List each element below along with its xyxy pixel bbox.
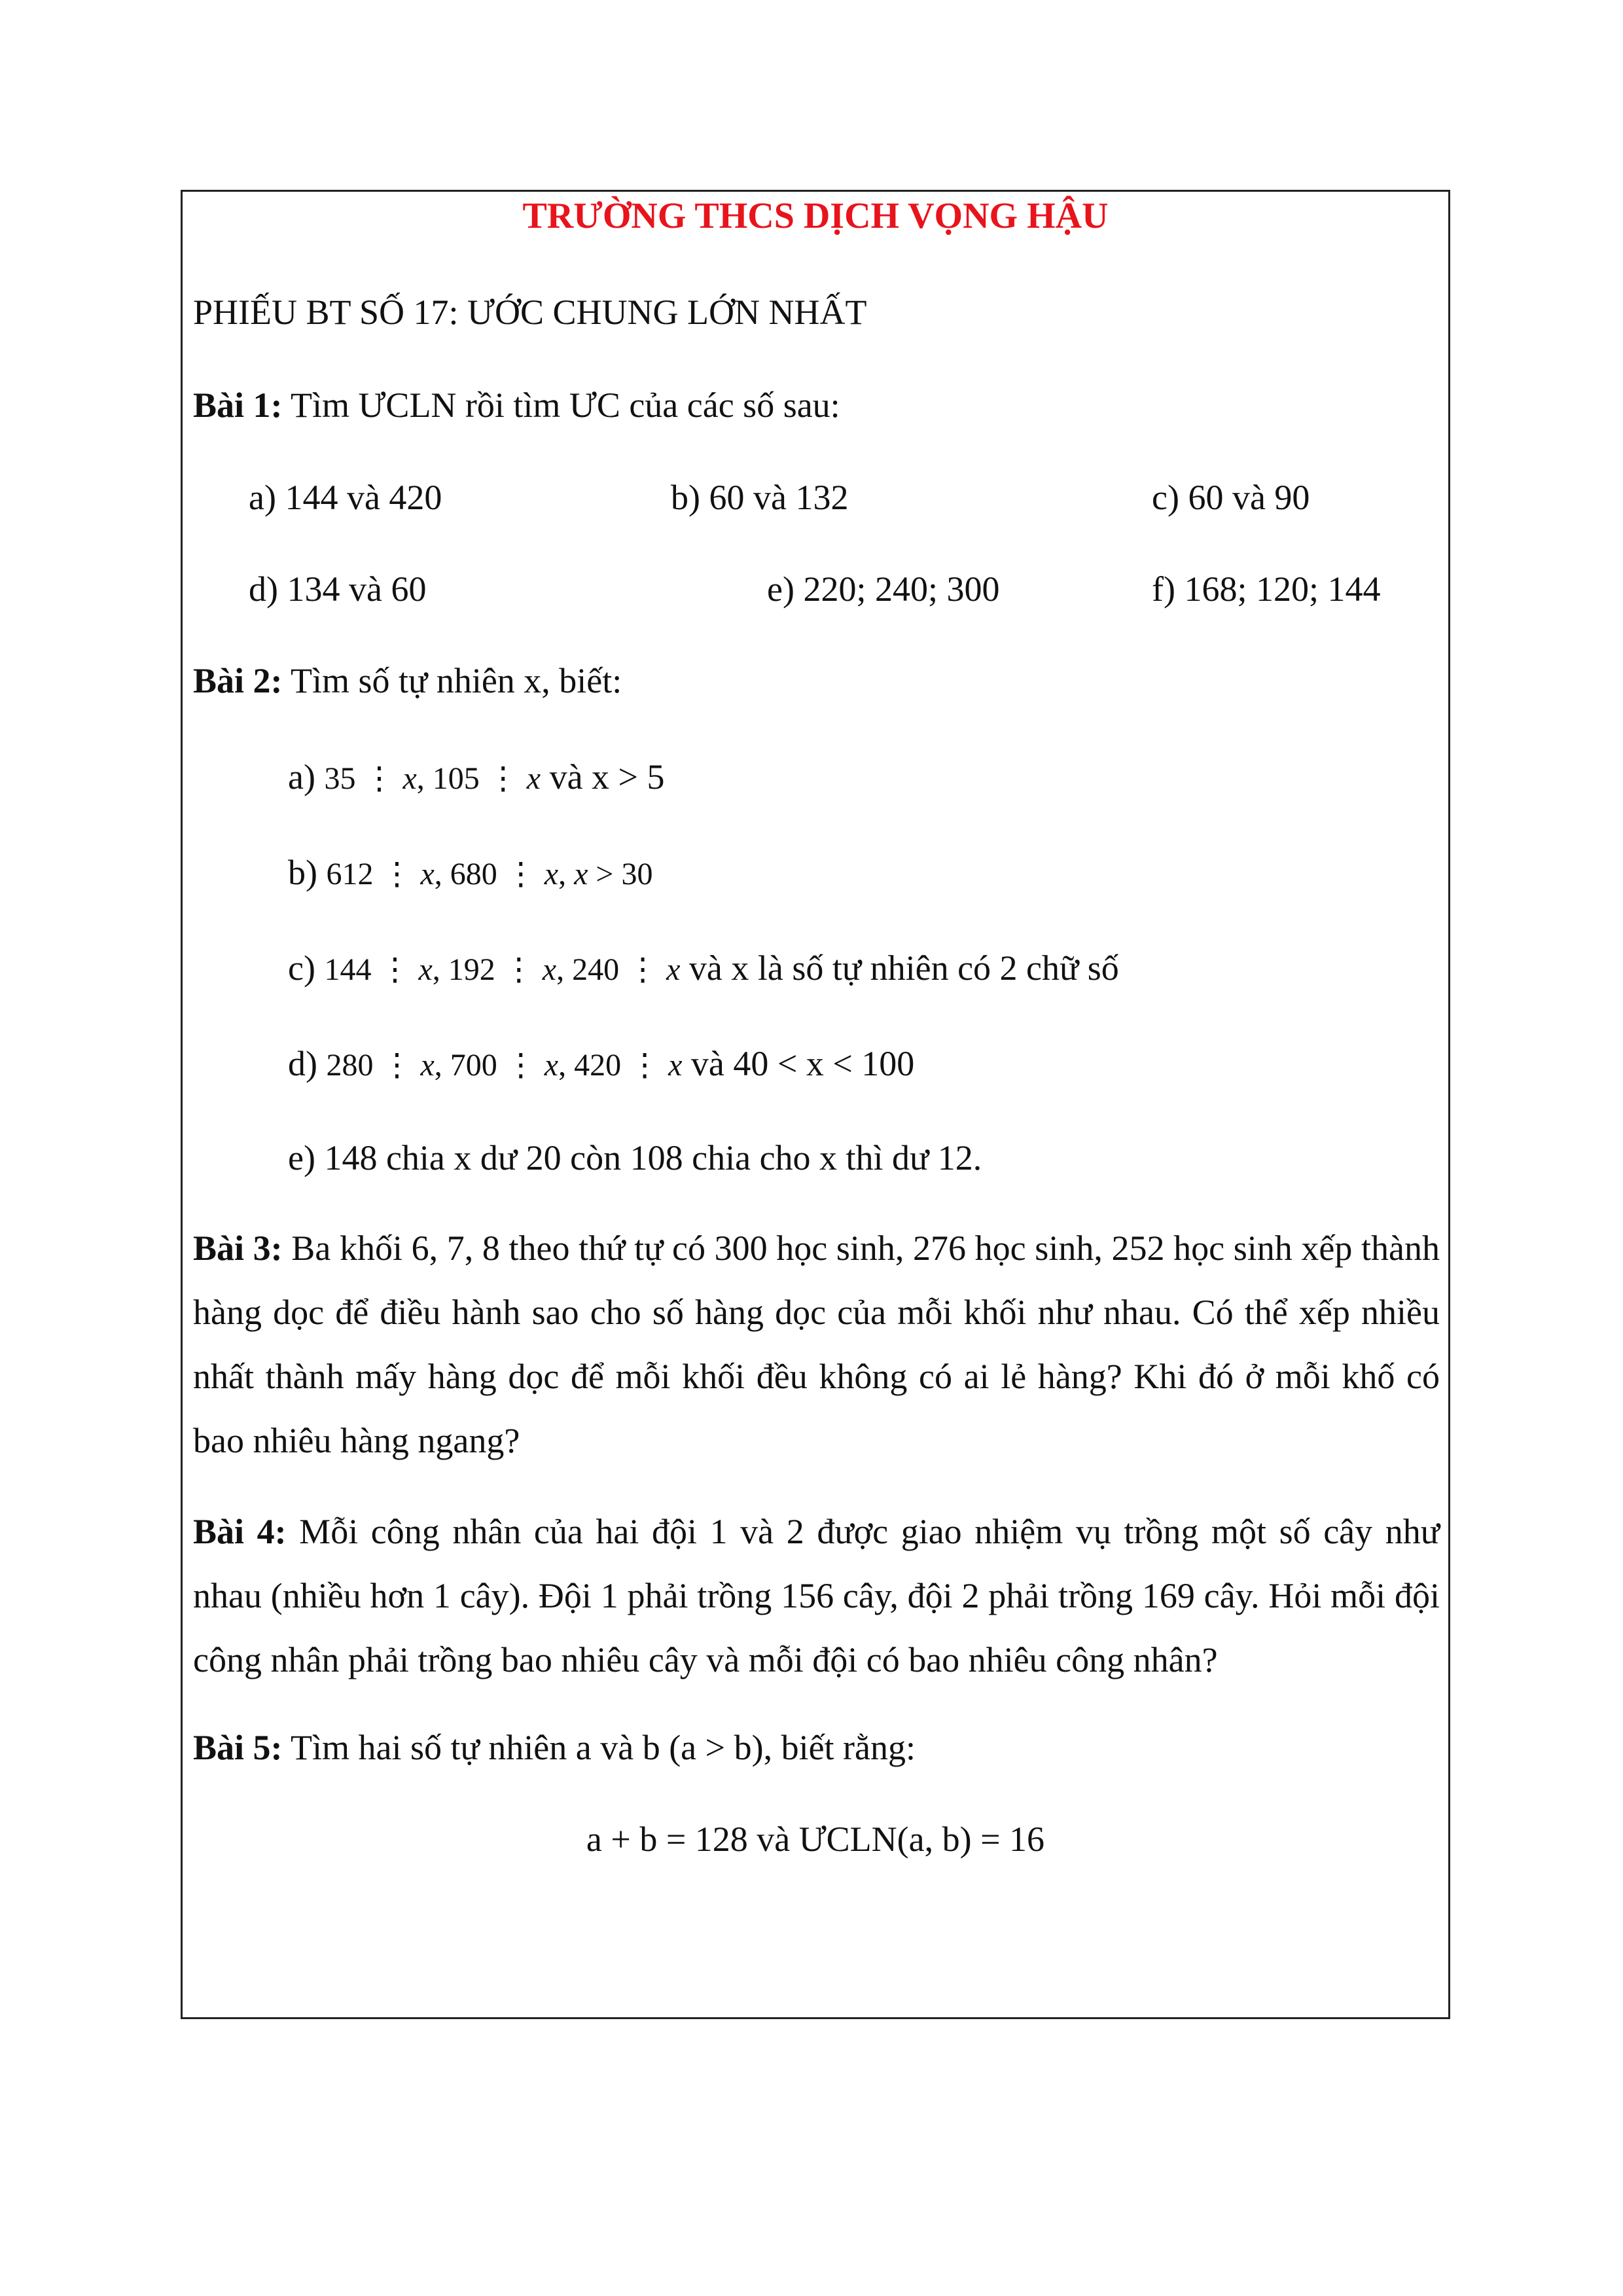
bai2-a-math: 35 ⋮ x, 105 ⋮ x — [324, 761, 541, 796]
bai1-item-c: c) 60 và 90 — [1152, 478, 1310, 517]
school-name: TRƯỜNG THCS DỊCH VỌNG HẬU — [522, 196, 1109, 236]
bai1-heading — [193, 387, 840, 423]
bai4-paragraph — [193, 1499, 1440, 1692]
bai3-text: Ba khối 6, 7, 8 theo thứ tự có 300 học sinh, 276 học sinh, 252 học sinh xếp thành hàng dọc để điều hành sao cho số hàng dọc của mỗi khối như nhau. Có thể xếp nhiều nhất thành mấy hàng dọc để mỗi khối đều không có ai lẻ hàng? Khi đó ở mỗi khố có bao nhiêu hàng ngang? — [193, 1229, 1440, 1460]
bai1-item-b: b) 60 và 132 — [671, 478, 849, 517]
math-variable-x: x — [666, 952, 681, 987]
bai2-item-a: a) 35 ⋮ x, 105 ⋮ x và x > 5 — [288, 757, 665, 797]
bai1-item-a: a) 144 và 420 — [249, 478, 442, 517]
bai4-text: Mỗi công nhân của hai đội 1 và 2 được giao nhiệm vụ trồng một số cây như nhau (nhiều hơn 1 cây). Đội 1 phải trồng 156 cây, đội 2 phải trồng 169 cây. Hỏi mỗi đội công nhân phải trồng bao nhiêu cây và mỗi đội có bao nhiêu công nhân? — [193, 1512, 1440, 1679]
bai5-text: Tìm hai số tự nhiên a và b (a > b), biết rằng: — [282, 1728, 916, 1767]
bai2-heading — [193, 663, 622, 698]
bai2-label: Bài 2: — [193, 661, 283, 700]
math-variable-x: x — [420, 1048, 435, 1083]
math-variable-x: x — [418, 952, 433, 987]
bai2-d-math: 280 ⋮ x, 700 ⋮ x, 420 ⋮ x — [326, 1048, 683, 1083]
math-variable-x: x — [544, 857, 559, 891]
bai2-item-c: c) 144 ⋮ x, 192 ⋮ x, 240 ⋮ x và x là số tự nhiên có 2 chữ số — [288, 948, 1119, 988]
bai2-text: Tìm số tự nhiên x, biết: — [282, 661, 622, 700]
math-variable-x: x — [526, 761, 541, 796]
bai4-label: Bài 4: — [193, 1512, 287, 1551]
bai5-label: Bài 5: — [193, 1728, 283, 1767]
bai1-item-f: f) 168; 120; 144 — [1152, 569, 1381, 609]
math-variable-x: x — [668, 1048, 683, 1083]
bai2-item-e: e) 148 chia x dư 20 còn 108 chia cho x thì dư 12. — [288, 1138, 982, 1177]
bai2-c-math: 144 ⋮ x, 192 ⋮ x, 240 ⋮ x — [324, 952, 681, 987]
bai2-b-math: 612 ⋮ x, 680 ⋮ x, x > 30 — [326, 857, 653, 891]
math-variable-x: x — [420, 857, 435, 891]
bai3-paragraph — [193, 1216, 1440, 1473]
bai3-label: Bài 3: — [193, 1229, 283, 1268]
math-variable-x: x — [574, 857, 588, 891]
worksheet-title: PHIẾU BT SỐ 17: ƯỚC CHUNG LỚN NHẤT — [193, 293, 867, 332]
bai2-item-d: d) 280 ⋮ x, 700 ⋮ x, 420 ⋮ x và 40 < x < 100 — [288, 1044, 915, 1083]
bai2-item-b: b) 612 ⋮ x, 680 ⋮ x, x > 30 — [288, 853, 653, 892]
math-variable-x: x — [544, 1048, 559, 1083]
bai5-formula: a + b = 128 và ƯCLN(a, b) = 16 — [586, 1820, 1045, 1859]
bai1-text: Tìm ƯCLN rồi tìm ƯC của các số sau: — [282, 386, 840, 425]
bai5-heading — [193, 1730, 916, 1765]
math-variable-x: x — [542, 952, 557, 987]
math-variable-x: x — [402, 761, 417, 796]
bai1-item-d: d) 134 và 60 — [249, 569, 427, 609]
bai1-item-e: e) 220; 240; 300 — [767, 569, 1000, 609]
bai1-label: Bài 1: — [193, 386, 283, 425]
